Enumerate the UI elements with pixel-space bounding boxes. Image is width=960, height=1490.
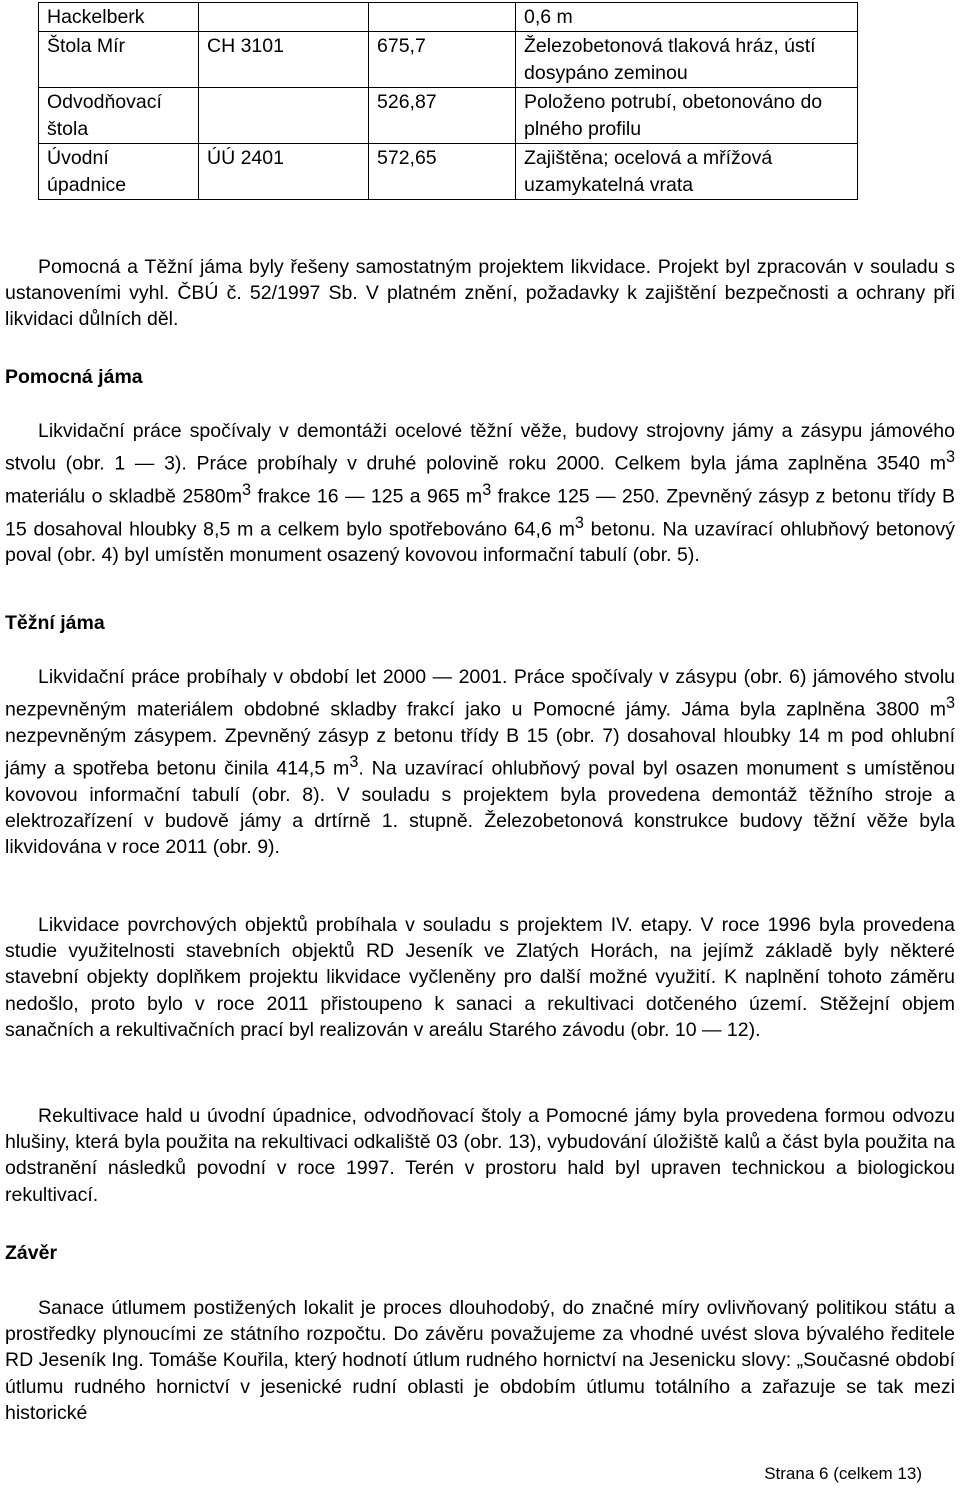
paragraph-tezni-jama [5,664,955,860]
text-segment: frakce 16 — 125 a 965 m [251,485,483,508]
table-cell: ÚÚ 2401 [199,144,369,200]
text-segment: frakce 125 — 250. Zpevněný zásyp z betonu třídy B 15 dosahoval hloubky 8,5 m a celkem bylo spotřebováno 64,6 m [5,485,956,541]
superscript: 3 [945,694,955,713]
superscript: 3 [574,513,584,532]
heading-zaver: Závěr [5,1242,58,1264]
text-segment: betonu. Na uzavírací ohlubňový betonový poval (obr. 4) byl umístěn monument osazený kovovou informační tabulí (obr. 5). [5,518,955,567]
text-segment: Likvidační práce probíhaly v období let 2000 — 2001. Práce spočívaly v zásypu (obr. 6) jámového stvolu nezpevněným materiálem obdobné skladby frakcí jako u Pomocné jámy. Jáma byla zaplněna 3800 m [5,666,955,721]
superscript: 3 [482,480,492,499]
table-cell: Zajištěna; ocelová a mřížová uzamykatelná vrata [516,144,858,200]
table-cell: Železobetonová tlaková hráz, ústí dosypáno zeminou [516,32,858,88]
text-segment: nezpevněným zásypem. Zpevněný zásyp z betonu třídy B 15 (obr. 7) dosahoval hloubky 14 m pod ohlubní jámy a spotřeba betonu činila 414,5 m [5,724,955,780]
paragraph-pomocna-jama [5,418,955,569]
table-cell: Položeno potrubí, obetonováno do plného profilu [516,88,858,144]
page-number: Strana 6 (celkem 13) [764,1464,922,1483]
superscript: 3 [349,753,359,772]
table-cell: 526,87 [369,88,516,144]
table-row [39,32,858,88]
table-row [39,144,858,200]
table-cell: Úvodní úpadnice [39,144,199,200]
table-cell: 0,6 m [516,3,858,32]
table-row [39,88,858,144]
table-cell: Odvodňovací štola [39,88,199,144]
paragraph-zaver: Sanace útlumem postižených lokalit je proces dlouhodobý, do značné míry ovlivňovaný politikou státu a prostředky plynoucími ze státního rozpočtu. Do závěru považujeme za vhodné uvést slova bývalého ředitele RD Jeseník Ing. Tomáše Kouřila, který hodnotí útlum rudného hornictví na Jesenicku slovy: „Současné období útlumu rudného hornictví v jesenické rudní oblasti je obdobím útlumu totálního a zařazuje se tak mezi historické [5,1297,955,1424]
paragraph-povrchove-objekty: Likvidace povrchových objektů probíhala v souladu s projektem IV. etapy. V roce 1996 byla provedena studie využitelnosti stavebních objektů RD Jeseník ve Zlatých Horách, na jejímž základě byly některé stavební objekty doplňkem projektu likvidace vyčleněny pro další možné využití. K naplnění tohoto záměru nedošlo, proto bylo v roce 2011 přistoupeno k sanaci a rekultivaci dotčeného území. Stěžejní objem sanačních a rekultivačních prací byl realizován v areálu Starého závodu (obr. 10 — 12). [5,914,955,1041]
table-cell: 675,7 [369,32,516,88]
table-cell: CH 3101 [199,32,369,88]
heading-pomocna-jama: Pomocná jáma [5,366,143,388]
table-cell: Štola Mír [39,32,199,88]
superscript: 3 [242,480,252,499]
superscript: 3 [945,448,955,467]
text-segment: Likvidační práce spočívaly v demontáži ocelové těžní věže, budovy strojovny jámy a zásypu jámového stvolu (obr. 1 — 3). Práce probíhaly v druhé polovině roku 2000. Celkem byla jáma zaplněna 3540 m [5,420,955,475]
table-row [39,3,858,32]
table-cell [369,3,516,32]
shaft-table [38,2,858,200]
paragraph-rekultivace: Rekultivace hald u úvodní úpadnice, odvodňovací štoly a Pomocné jámy byla provedena formou odvozu hlušiny, která byla použita na rekultivaci odkaliště 03 (obr. 13), vybudování úložiště kalů a část byla použita na odstranění následků povodní v roce 1997. Terén v prostoru hald byl upraven technickou a biologickou rekultivací. [5,1105,955,1206]
table-cell: 572,65 [369,144,516,200]
paragraph-intro: Pomocná a Těžní jáma byly řešeny samostatným projektem likvidace. Projekt byl zpracován v souladu s ustanoveními vyhl. ČBÚ č. 52/1997 Sb. V platném znění, požadavky k zajištění bezpečnosti a ochrany při likvidaci důlních děl. [5,256,955,331]
table-cell [199,88,369,144]
table-cell: Hackelberk [39,3,199,32]
heading-tezni-jama: Těžní jáma [5,612,105,634]
text-segment: materiálu o skladbě 2580m [5,485,243,508]
text-segment: . Na uzavírací ohlubňový poval byl osazen monument s umístěnou kovovou informační tabulí (obr. 8). V souladu s projektem byla provedena demontáž těžního stroje a elektrozařízení v budově jámy a drtírně 1. stupně. Železobetonová konstrukce budovy těžní věže byla likvidována v roce 2011 (obr. 9). [5,757,956,859]
table-cell [199,3,369,32]
